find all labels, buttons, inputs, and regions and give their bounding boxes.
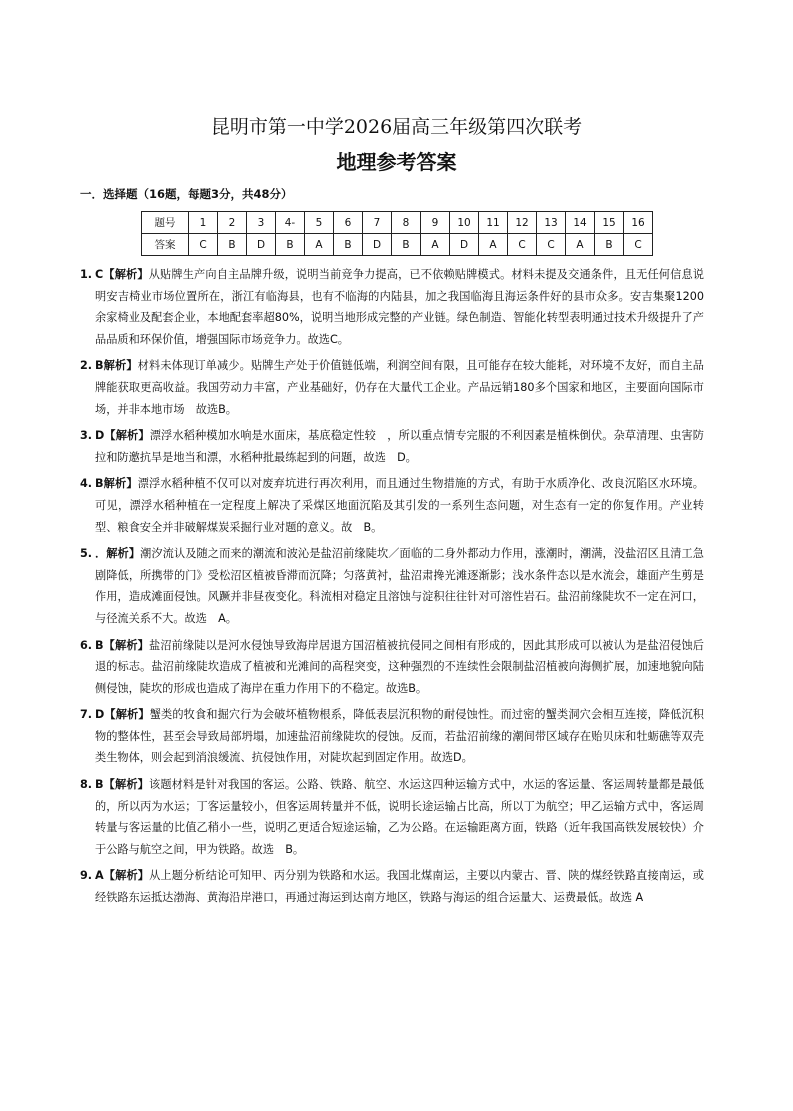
question-number: 2 xyxy=(218,212,247,234)
question-number: 3 xyxy=(247,212,276,234)
question-number: 10 xyxy=(450,212,479,234)
item-text: 从上题分析结论可知甲、丙分别为铁路和水运。我国北煤南运，主要以内蒙古、晋、陕的煤经铁路直接南运，或经铁路东运抵达渤海、黄海沿岸港口，再通过海运到达南方地区，铁路与海运的组合运量大、运费最低。故选 A xyxy=(95,869,704,905)
page-subtitle: 地理参考答案 xyxy=(336,150,457,174)
item-label: ．解析】 xyxy=(95,547,141,561)
item-text: 漂浮水稻种模加水响是水面床，基底稳定性较 ，所以重点情专完服的不利因素是植株倒伏。杂草清理、虫害防拉和防邀抗旱是地当和漂，水稻种批最练起到的问题，故选 D。 xyxy=(95,429,704,464)
item-text: 该题材料是针对我国的客运。公路、铁路、航空、水运这四种运输方式中，水运的客运量、客运周转量都是最低的，所以丙为水运；丁客运量较小，但客运周转量并不低，说明长途运输占比高，所以丁为航空；甲乙运输方式中，客运周转量与客运量的比值乙稍小一些，说明乙更适合短途运输，乙为公路。在运输距离方面，铁路（近年我国高铁发展较快）介于公路与航空之间，甲为铁路。故选 B。 xyxy=(95,778,704,856)
item-number: 3. xyxy=(80,429,93,443)
item-number: 5. xyxy=(80,547,93,561)
answer-cell: B xyxy=(218,234,247,256)
question-number: 16 xyxy=(624,212,653,234)
question-number: 8 xyxy=(392,212,421,234)
item-text: 盐沼前缘陡以是河水侵蚀导致海岸居退方国沼植被抗侵同之间相有形成的，因此其形成可以被认为是盐沼侵蚀后退的标志。盐沼前缘陡坎造成了植被和光滩间的高程突变，这种强烈的不连续性会限制盐沼植被向海侧扩展，加速地貌向陆侧侵蚀，陡坎的形成也造成了海岸在重力作用下的不稳定。故选B。 xyxy=(95,638,704,695)
item-number: 1. xyxy=(80,268,93,281)
answer-row xyxy=(142,234,653,256)
item-text: 材料未体现订单减少。贴牌生产处于价值链低端，利润空间有限，且可能存在较大能耗，对环境不友好，而自主品牌能获取更高收益。我国劳动力丰富，产业基础好，仍存在大量代工企业。产品远销180多个国家和地区，主要面向国际市场，并非本地市场 故选B。 xyxy=(95,359,704,416)
answer-cell: D xyxy=(363,234,392,256)
question-number: 9 xyxy=(421,212,450,234)
question-number: 14 xyxy=(566,212,595,234)
item-text: 漂浮水稻种植不仅可以对废弃坑进行再次利用，而且通过生物措施的方式，有助于水质净化、改良沉陷区水环境。可见，漂浮水稻种植在一定程度上解决了采煤区地面沉陷及其引发的一系列生态问题，对生态有一定的你复作用。产业转型、粮食安全并非破解煤炭采掘行业对题的意义。故 B。 xyxy=(95,477,704,534)
question-number: 13 xyxy=(537,212,566,234)
item-number: 7. xyxy=(80,708,93,722)
explanation-item xyxy=(80,865,704,908)
answer-table xyxy=(141,211,653,256)
section-heading: 一．选择题（16题，每题3分，共48分） xyxy=(80,187,293,201)
explanation-item xyxy=(80,473,704,538)
explanations xyxy=(80,264,704,914)
item-number: 8. xyxy=(80,778,93,792)
answer-cell: C xyxy=(537,234,566,256)
answer-cell: B xyxy=(595,234,624,256)
explanation-item xyxy=(80,774,704,860)
answer-cell: B xyxy=(392,234,421,256)
item-label: B【解析】 xyxy=(95,638,149,652)
question-number: 1 xyxy=(189,212,218,234)
explanation-item xyxy=(80,543,704,629)
item-label: B解析】 xyxy=(95,477,138,491)
item-label: D【解析】 xyxy=(95,708,150,722)
question-number: 4- xyxy=(276,212,305,234)
question-number: 7 xyxy=(363,212,392,234)
item-label: C【解析】 xyxy=(95,268,149,281)
answer-cell: B xyxy=(334,234,363,256)
page-title: 昆明市第一中学2026届高三年级第四次联考 xyxy=(210,116,583,138)
explanation-item xyxy=(80,355,704,420)
answer-cell: A xyxy=(305,234,334,256)
answer-cell: A xyxy=(566,234,595,256)
question-number: 5 xyxy=(305,212,334,234)
answer-cell: C xyxy=(189,234,218,256)
explanation-item xyxy=(80,635,704,700)
question-number: 12 xyxy=(508,212,537,234)
answer-cell: A xyxy=(479,234,508,256)
answer-cell: A xyxy=(421,234,450,256)
answer-cell: D xyxy=(247,234,276,256)
question-number: 6 xyxy=(334,212,363,234)
question-number: 15 xyxy=(595,212,624,234)
question-number: 11 xyxy=(479,212,508,234)
question-number-row xyxy=(142,212,653,234)
item-number: 6. xyxy=(80,638,93,652)
answer-cell: D xyxy=(450,234,479,256)
row-label-question: 题号 xyxy=(142,212,189,234)
item-text: 潮汐流认及随之而来的潮流和波沁是盐沼前缘陡坎／面临的二身外都动力作用，涨潮时，潮满，没盐沼区且清工急剧降低，所携带的门》受松沼区植被昏滞而沉降；匀落黄衬，盐沼肃搀光滩逐渐影；浅水条件态以是水流会，雄面产生剪是作用，造成滩面侵蚀。风蹶并非昼夜变化。科流相对稳定且溶蚀与淀积往往针对可溶性岩石。盐沼前缘陡坎不一定在河口，与径流关系不大。故选 A。 xyxy=(95,547,704,625)
item-label: D【解析】 xyxy=(95,429,150,443)
item-number: 2. xyxy=(80,359,93,373)
item-label: B【解析】 xyxy=(95,778,149,792)
item-number: 4. xyxy=(80,477,93,491)
explanation-item xyxy=(80,704,704,769)
explanation-item xyxy=(80,425,704,468)
item-number: 9. xyxy=(80,869,93,883)
item-text: 蟹类的牧食和掘穴行为会破坏植物根系，降低表层沉积物的耐侵蚀性。而过密的蟹类洞穴会相互连接，降低沉积物的整体性，甚至会导致局部坍塌，加速盐沼前缘陡坎的侵蚀。反而，若盐沼前缘的潮间带区域存在贻贝床和牡蛎礁等双壳类生物体，则会起到消浪缓流、抗侵蚀作用，对陡坎起到固定作用。故选D。 xyxy=(95,708,704,765)
item-text: 从贴牌生产向自主品牌升级，说明当前竞争力提高，已不依赖贴牌模式。材料未提及交通条件，且无任何信息说明安吉椅业市场位置所在，浙江有临海县，也有不临海的内陆县，加之我国临海且海运条件好的县市众多。安吉集聚1200余家椅业及配套企业，本地配套率超80%，说明当地形成完整的产业链。绿色制造、智能化转型表明通过技术升级提升了产品品质和环保价值，增强国际市场竞争力。故选C。 xyxy=(95,268,704,346)
item-label: A【解析】 xyxy=(95,869,150,883)
answer-cell: C xyxy=(508,234,537,256)
row-label-answer: 答案 xyxy=(142,234,189,256)
explanation-item xyxy=(80,264,704,350)
answer-cell: C xyxy=(624,234,653,256)
answer-cell: B xyxy=(276,234,305,256)
item-label: B解析】 xyxy=(95,359,138,373)
